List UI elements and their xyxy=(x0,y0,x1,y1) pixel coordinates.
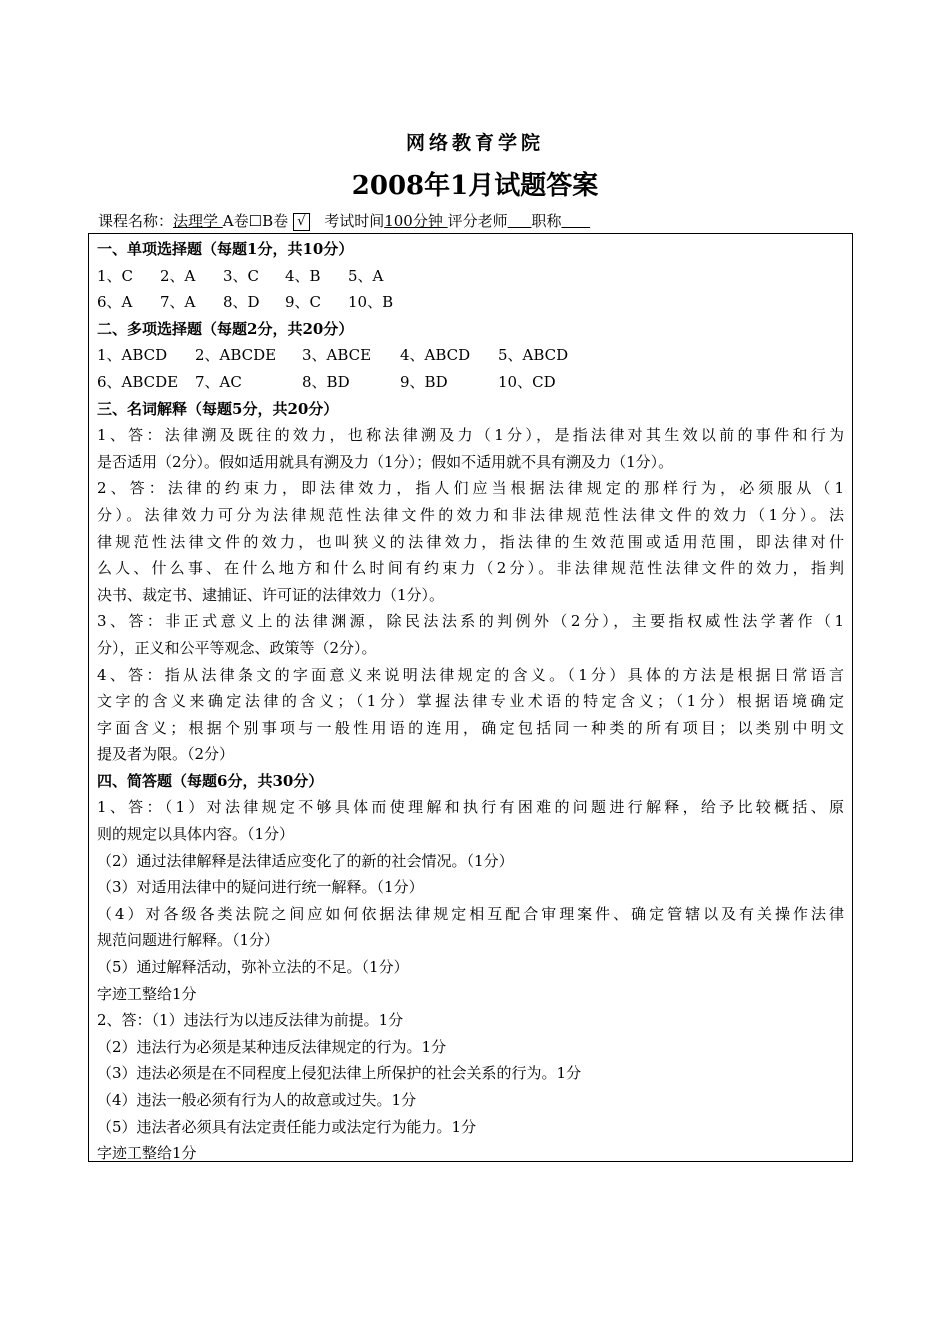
text-line: （4）违法一般必须有行为人的故意或过失。1分 xyxy=(97,1091,417,1109)
position-title-blank xyxy=(562,212,591,230)
course-label: 课程名称： xyxy=(98,212,174,230)
section-2-row-1 xyxy=(97,342,844,369)
text-line: 2、答：（1）违法行为以违反法律为前提。1分 xyxy=(97,1011,404,1030)
text-line: （5）违法者必须具有法定责任能力或法定行为能力。1分 xyxy=(97,1117,477,1136)
answer-item: 1、C xyxy=(97,266,134,285)
exam-time-value: 100分钟 xyxy=(384,212,448,230)
text-line: 字面含义；根据个别事项与一般性用语的连用，确定包括同一种类的所有项目；以类别中明文 xyxy=(97,718,844,737)
section-1-row-1 xyxy=(97,263,844,290)
section-2-row-2 xyxy=(97,369,844,396)
text-line: 提及者为限。（2分） xyxy=(97,745,235,764)
text-line: 律规范性法律文件的效力，也叫狭义的法律效力，指法律的生效范围或适用范围，即法律对什 xyxy=(97,532,844,551)
exam-time-label: 考试时间 xyxy=(324,212,385,230)
text-line: 么人、什么事、在什么地方和什么时间有约束力（2分）。非法律规范性法律文件的效力，指判 xyxy=(97,559,844,578)
answer-box xyxy=(88,233,853,1162)
text-line: （3）对适用法律中的疑问进行统一解释。（1分） xyxy=(97,878,424,897)
answer-item: 10、CD xyxy=(498,372,556,391)
text-line: （3）违法必须是在不同程度上侵犯法律上所保护的社会关系的行为。1分 xyxy=(97,1064,582,1083)
section-1-heading: 一、单项选择题（每题1分，共10分） xyxy=(97,240,354,258)
position-title-label: 职称 xyxy=(531,212,562,230)
text-line: 4、答：指从法律条文的字面意义来说明法律规定的含义。（1分）具体的方法是根据日常语言 xyxy=(97,665,844,684)
answer-item: 10、B xyxy=(348,293,394,312)
answer-item: 9、BD xyxy=(400,372,448,391)
text-line: 1、答：（1）对法律规定不够具体而使理解和执行有困难的问题进行解释，给予比较概括、原 xyxy=(97,798,844,817)
text-line: （5）通过解释活动，弥补立法的不足。（1分） xyxy=(97,958,409,977)
text-line: 决书、裁定书、逮捕证、许可证的法律效力（1分）。 xyxy=(97,585,445,604)
institution-title: 网络教育学院 xyxy=(405,132,544,154)
paper-a-checkbox: ☐ xyxy=(248,212,263,230)
answer-item: 6、ABCDE xyxy=(97,372,179,391)
text-line: 分）。法律效力可分为法律规范性法律文件的效力和非法律规范性法律文件的效力（1分）。法 xyxy=(97,505,844,524)
answer-item: 2、A xyxy=(160,266,196,285)
text-line: 3、答：非正式意义上的法律渊源，除民法法系的判例外（2分），主要指权威性法学著作（1 xyxy=(97,612,844,631)
section-2-heading: 二、多项选择题（每题2分，共20分） xyxy=(97,319,354,338)
text-line: （2）通过法律解释是法律适应变化了的新的社会情况。（1分） xyxy=(97,851,514,870)
text-line: 规范问题进行解释。（1分） xyxy=(97,931,280,950)
text-line: 字迹工整给1分 xyxy=(97,1144,197,1163)
text-line: 2、答：法律的约束力，即法律效力，指人们应当根据法律规定的那样行为，必须服从（1 xyxy=(97,479,844,498)
answer-item: 8、D xyxy=(223,293,260,312)
answer-item: 6、A xyxy=(97,293,133,312)
answer-item: 5、ABCD xyxy=(498,346,569,365)
paper-b-checkbox: √ xyxy=(293,213,310,231)
text-line: 则的规定以具体内容。（1分） xyxy=(97,825,295,844)
section-3-heading: 三、名词解释（每题5分，共20分） xyxy=(97,399,339,418)
answer-item: 1、ABCD xyxy=(97,346,168,365)
text-line: （4）对各级各类法院之间应如何依据法律规定相互配合审理案件、确定管辖以及有关操作法律 xyxy=(97,904,844,923)
answer-item: 4、B xyxy=(285,266,321,285)
paper-b-label: B卷 xyxy=(262,212,293,230)
section-4-heading: 四、简答题（每题6分，共30分） xyxy=(97,771,324,790)
grader-label: 评分老师 xyxy=(447,212,508,230)
text-line: （2）违法行为必须是某种违反法律规定的行为。1分 xyxy=(97,1037,447,1056)
course-name: 法理学 xyxy=(173,212,223,230)
text-line: 字迹工整给1分 xyxy=(97,984,197,1003)
answer-item: 9、C xyxy=(285,293,322,312)
answer-item: 4、ABCD xyxy=(400,346,471,365)
answer-item: 5、A xyxy=(348,266,384,285)
section-1-row-2 xyxy=(97,289,844,316)
text-line: 1、答：法律溯及既往的效力，也称法律溯及力（1分），是指法律对其生效以前的事件和行为 xyxy=(97,426,844,445)
answer-item: 7、A xyxy=(160,293,196,312)
answer-item: 3、ABCE xyxy=(302,346,372,365)
answer-item: 8、BD xyxy=(302,372,350,391)
grader-blank xyxy=(508,212,532,230)
text-line: 分），正义和公平等观念、政策等（2分）。 xyxy=(97,638,377,657)
document-title: 2008年1月试题答案 xyxy=(351,171,599,201)
text-line: 是否适用（2分）。假如适用就具有溯及力（1分）；假如不适用就不具有溯及力（1分）。 xyxy=(97,452,674,471)
course-meta-line xyxy=(98,210,590,231)
text-line: 文字的含义来确定法律的含义；（1分）掌握法律专业术语的特定含义；（1分）根据语境确定 xyxy=(97,692,844,711)
answer-item: 7、AC xyxy=(195,372,242,391)
answer-item: 3、C xyxy=(223,266,260,285)
paper-a-label: A卷 xyxy=(222,212,249,230)
answer-item: 2、ABCDE xyxy=(195,346,277,365)
